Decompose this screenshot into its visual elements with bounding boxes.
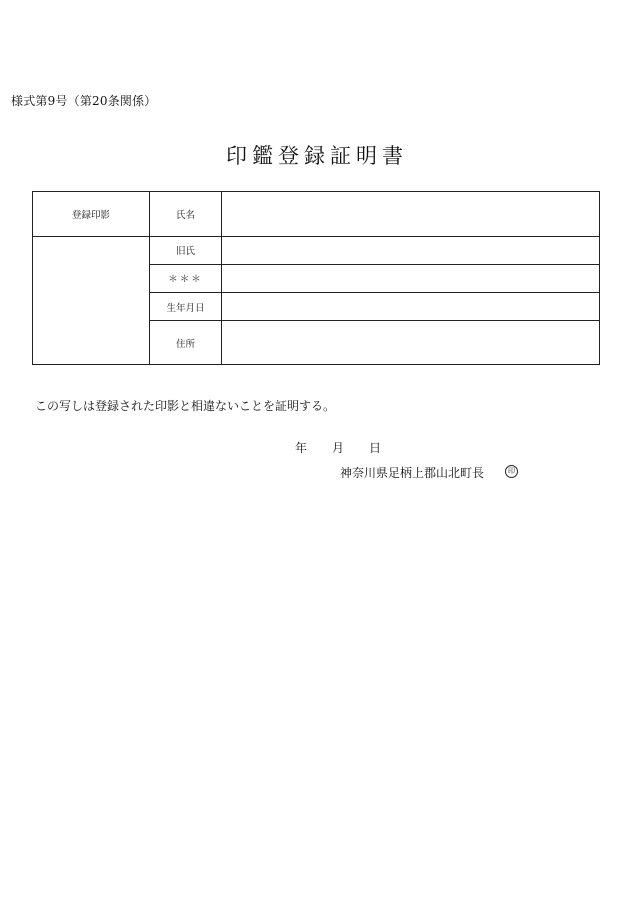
certification-statement: この写しは登録された印影と相違ないことを証明する。 xyxy=(35,399,336,413)
issuer-name: 神奈川県足柄上郡山北町長 xyxy=(340,466,485,480)
address-value-cell xyxy=(222,321,600,365)
birthdate-value-cell xyxy=(222,293,600,321)
address-label-cell: 住所 xyxy=(150,321,222,365)
seal-impression-cell xyxy=(33,236,150,365)
certificate-table xyxy=(32,191,600,365)
seal-header-cell: 登録印影 xyxy=(33,192,150,237)
table-row-former-name xyxy=(33,236,600,264)
name-label-cell: 氏名 xyxy=(150,192,222,237)
form-number-label: 様式第9号（第20条関係） xyxy=(11,94,157,108)
masked-label-cell: ＊＊＊ xyxy=(150,264,222,292)
former-name-label-cell: 旧氏 xyxy=(150,236,222,264)
masked-value-cell xyxy=(222,264,600,292)
table-row-name xyxy=(33,192,600,237)
date-month: 月 xyxy=(332,441,345,455)
issue-date xyxy=(295,439,381,456)
birthdate-label-cell: 生年月日 xyxy=(150,293,222,321)
date-year: 年 xyxy=(295,441,308,455)
date-day: 日 xyxy=(369,441,382,455)
name-value-cell xyxy=(222,192,600,237)
document-title: 印鑑登録証明書 xyxy=(226,144,408,168)
official-seal-mark: 印 xyxy=(505,465,518,478)
former-name-value-cell xyxy=(222,236,600,264)
